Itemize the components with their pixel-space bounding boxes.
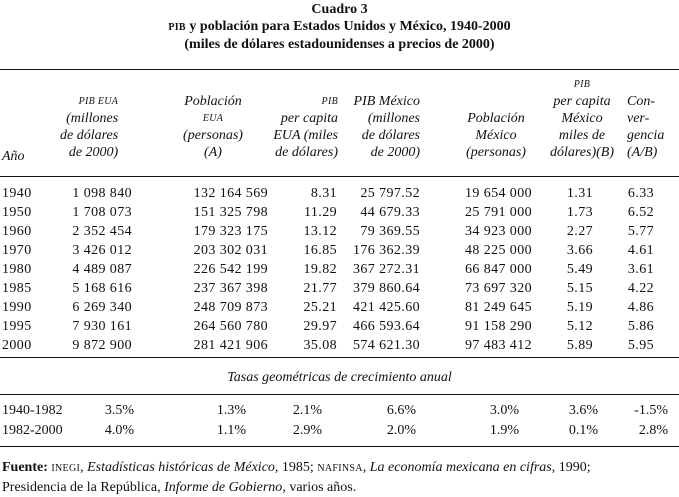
- growth-cell-gdppc-us: 2.1%: [292, 403, 322, 418]
- cell-pop-us: 248 709 873: [193, 300, 268, 316]
- cell-gdp-mx: 79 369.55: [360, 223, 420, 239]
- growth-cell-period: 1982-2000: [2, 423, 63, 438]
- source-sep: ,: [362, 460, 370, 475]
- cell-year: 1940: [2, 185, 32, 201]
- cell-gdp-mx: 176 362.39: [353, 242, 420, 258]
- cell-gdp-us: 1 098 840: [72, 185, 132, 201]
- growth-table-body: [0, 401, 668, 441]
- cell-year: 1990: [2, 300, 32, 316]
- header-gdp-mx-line4: de 2000): [370, 145, 420, 160]
- source-nafinsa: NAFINSA: [317, 463, 363, 474]
- table-number: Cuadro 3: [311, 2, 368, 17]
- growth-cell-period: 1940-1982: [2, 403, 63, 418]
- growth-cell-conv: 2.8%: [638, 423, 668, 438]
- cell-gdp-mx: 574 621.30: [353, 338, 420, 354]
- header-pop-mx-line3: (personas): [466, 145, 526, 160]
- cell-pop-mx: 66 847 000: [465, 261, 532, 277]
- cell-gdppc-mx: 1.31: [566, 185, 593, 201]
- header-pop-mx-line1: Población: [467, 111, 525, 126]
- cell-gdppc-us: 16.85: [303, 242, 337, 258]
- mid-rule: [0, 357, 679, 358]
- growth-cell-pop-mx: 1.9%: [489, 423, 519, 438]
- source-sep: , 1990;: [551, 460, 591, 475]
- cell-conv: 4.61: [627, 242, 654, 258]
- growth-row: [0, 401, 668, 421]
- source-work-1: Estadísticas históricas de México: [87, 460, 275, 475]
- cell-gdppc-mx: 5.49: [566, 261, 593, 277]
- table-row: [0, 337, 654, 356]
- cell-year: 1985: [2, 281, 32, 297]
- table-units: (miles de dólares estadounidenses a precios de 2000): [184, 37, 495, 52]
- growth-table: [0, 401, 668, 441]
- cell-gdp-us: 4 489 087: [72, 261, 132, 277]
- header-gdppc-us-line3: EUA (miles: [273, 128, 338, 143]
- header-pop-mx-line2: México: [475, 128, 517, 143]
- header-conv-line4: (A/B): [627, 145, 658, 160]
- cell-pop-mx: 34 923 000: [465, 223, 532, 239]
- cell-gdppc-mx: 2.27: [566, 223, 593, 239]
- cell-year: 1980: [2, 261, 32, 277]
- cell-gdppc-us: 35.08: [303, 338, 337, 354]
- cell-gdppc-us: 29.97: [303, 319, 337, 335]
- cell-conv: 3.61: [627, 261, 654, 277]
- header-gdp-us-line4: de 2000): [68, 145, 119, 160]
- cell-gdp-mx: 421 425.60: [353, 300, 420, 316]
- header-pop-us: [160, 93, 266, 161]
- growth-cell-gdppc-mx: 3.6%: [568, 403, 598, 418]
- header-year: Año: [2, 149, 25, 164]
- cell-pop-us: 179 323 175: [193, 223, 268, 239]
- cell-gdp-us: 2 352 454: [72, 223, 132, 239]
- cell-gdppc-us: 19.82: [303, 261, 337, 277]
- header-conv-line3: gencia: [627, 128, 665, 143]
- growth-cell-gdp-us: 4.0%: [104, 423, 134, 438]
- cell-pop-us: 237 367 398: [193, 281, 268, 297]
- cell-gdppc-us: 25.21: [303, 300, 337, 316]
- source-sep: , 1985;: [274, 460, 318, 475]
- cell-gdp-us: 5 168 616: [72, 281, 132, 297]
- cell-gdp-mx: 25 797.52: [360, 185, 420, 201]
- cell-gdppc-mx: 5.19: [566, 300, 593, 316]
- cell-gdp-mx: 466 593.64: [353, 319, 420, 335]
- cell-pop-mx: 73 697 320: [465, 281, 532, 297]
- cell-year: 1995: [2, 319, 32, 335]
- header-pop-us-line4: (A): [204, 145, 222, 160]
- table-row: [0, 299, 654, 318]
- source-work-2: La economía mexicana en cifras: [369, 460, 552, 475]
- cell-gdp-mx: 379 860.64: [353, 281, 420, 297]
- cell-pop-us: 132 164 569: [193, 185, 268, 201]
- header-gdppc-mx-line3: México: [561, 111, 603, 126]
- cell-gdppc-us: 13.12: [303, 223, 337, 239]
- growth-row: [0, 421, 668, 441]
- cell-pop-mx: 81 249 645: [465, 300, 532, 316]
- header-gdppc-us-line4: de dólares): [275, 145, 338, 160]
- source-sep: ,: [80, 460, 88, 475]
- cell-year: 1960: [2, 223, 32, 239]
- cell-conv: 4.86: [627, 300, 654, 316]
- cell-pop-mx: 97 483 412: [465, 338, 532, 354]
- cell-pop-us: 226 542 199: [193, 261, 268, 277]
- header-gdppc-mx-line4: miles de: [558, 128, 606, 143]
- table-row: [0, 279, 654, 298]
- cell-gdp-us: 1 708 073: [72, 204, 132, 220]
- source-presidencia: Presidencia de la República,: [2, 480, 165, 495]
- cell-gdp-mx: 367 272.31: [353, 261, 420, 277]
- cell-gdppc-mx: 5.15: [566, 281, 593, 297]
- header-pop-mx: [446, 110, 546, 161]
- cell-gdppc-mx: 5.89: [566, 338, 593, 354]
- cell-gdp-us: 7 930 161: [72, 319, 132, 335]
- header-pop-us-line3: (personas): [183, 128, 243, 143]
- header-pop-us-line2: EUA: [202, 113, 224, 124]
- cell-gdppc-us: 21.77: [303, 281, 337, 297]
- table-row: [0, 184, 654, 203]
- cell-conv: 6.52: [627, 204, 654, 220]
- growth-rates-title: Tasas geométricas de crecimiento anual: [227, 370, 452, 385]
- cell-pop-us: 203 302 031: [193, 242, 268, 258]
- header-gdppc-mx-line2: per capita: [553, 94, 611, 109]
- cell-pop-us: 281 421 906: [193, 338, 268, 354]
- cell-conv: 5.95: [627, 338, 654, 354]
- header-gdp-us-line2: (millones: [66, 111, 119, 126]
- cell-conv: 5.86: [627, 319, 654, 335]
- header-gdp-us-line3: de dólares: [60, 128, 119, 143]
- header-pop-us-line1: Población: [184, 94, 242, 109]
- header-gdppc-mx-line1: PIB: [573, 79, 591, 90]
- growth-cell-gdp-us: 3.5%: [104, 403, 134, 418]
- source-label: Fuente:: [2, 460, 48, 475]
- growth-rule: [0, 394, 679, 395]
- cell-pop-mx: 91 158 290: [465, 319, 532, 335]
- source-line-1: [2, 458, 591, 478]
- table-row: [0, 203, 654, 222]
- growth-cell-pop-us: 1.3%: [216, 403, 246, 418]
- header-gdppc-mx: [544, 76, 620, 161]
- source-note: [2, 458, 591, 497]
- source-inegi: INEGI: [51, 463, 81, 474]
- source-line-2: [2, 478, 591, 497]
- cell-year: 1970: [2, 242, 32, 258]
- header-gdp-mx-line3: de dólares: [361, 128, 420, 143]
- cell-gdp-us: 3 426 012: [72, 242, 132, 258]
- cell-gdp-us: 9 872 900: [72, 338, 132, 354]
- cell-conv: 5.77: [627, 223, 654, 239]
- cell-conv: 6.33: [627, 185, 654, 201]
- source-end: , varios años.: [282, 480, 357, 495]
- growth-cell-conv: -1.5%: [634, 403, 668, 418]
- bottom-rule: [0, 446, 679, 447]
- header-gdppc-us-line2: per capita: [280, 111, 338, 126]
- cell-gdp-us: 6 269 340: [72, 300, 132, 316]
- cell-gdppc-mx: 1.73: [566, 204, 593, 220]
- cell-gdppc-mx: 5.12: [566, 319, 593, 335]
- cell-gdppc-us: 11.29: [304, 204, 337, 220]
- header-gdp-mx-line1: PIB México: [353, 94, 420, 109]
- pib-abbr: PIB: [168, 22, 186, 33]
- cell-pop-mx: 19 654 000: [465, 185, 532, 201]
- cell-conv: 4.22: [627, 281, 654, 297]
- growth-cell-gdppc-mx: 0.1%: [568, 423, 598, 438]
- header-gdp-us: [60, 93, 118, 161]
- growth-cell-gdp-mx: 6.6%: [386, 403, 416, 418]
- cell-year: 1950: [2, 204, 32, 220]
- header-gdppc-us: [262, 93, 338, 161]
- top-rule: [0, 69, 679, 70]
- header-gdp-us-line1: PIB EUA: [78, 96, 119, 107]
- table-row: [0, 318, 654, 337]
- header-gdp-mx: [348, 93, 420, 161]
- table-title: [0, 19, 679, 35]
- table-row: [0, 222, 654, 241]
- header-gdppc-mx-line5: dólares)(B): [549, 145, 615, 160]
- table-row: [0, 241, 654, 260]
- data-table-body: [0, 184, 654, 356]
- data-table: [0, 184, 654, 356]
- header-convergence: [627, 93, 664, 161]
- table-title-text: y población para Estados Unidos y México, 1940-2000: [185, 19, 511, 34]
- cell-pop-mx: 48 225 000: [465, 242, 532, 258]
- cell-gdp-mx: 44 679.33: [360, 204, 420, 220]
- growth-cell-gdp-mx: 2.0%: [386, 423, 416, 438]
- table-row: [0, 260, 654, 279]
- header-gdppc-us-line1: PIB: [321, 96, 338, 107]
- source-work-3: Informe de Gobierno: [164, 480, 283, 495]
- header-conv-line1: Con-: [627, 94, 655, 109]
- header-rule: [0, 176, 679, 177]
- growth-cell-gdppc-us: 2.9%: [292, 423, 322, 438]
- cell-pop-us: 151 325 798: [193, 204, 268, 220]
- header-conv-line2: ver-: [627, 111, 650, 126]
- cell-year: 2000: [2, 338, 32, 354]
- cell-gdppc-mx: 3.66: [566, 242, 593, 258]
- growth-cell-pop-mx: 3.0%: [489, 403, 519, 418]
- header-gdp-mx-line2: (millones: [367, 111, 420, 126]
- growth-cell-pop-us: 1.1%: [216, 423, 246, 438]
- cell-pop-mx: 25 791 000: [465, 204, 532, 220]
- cell-gdppc-us: 8.31: [310, 185, 337, 201]
- cell-pop-us: 264 560 780: [193, 319, 268, 335]
